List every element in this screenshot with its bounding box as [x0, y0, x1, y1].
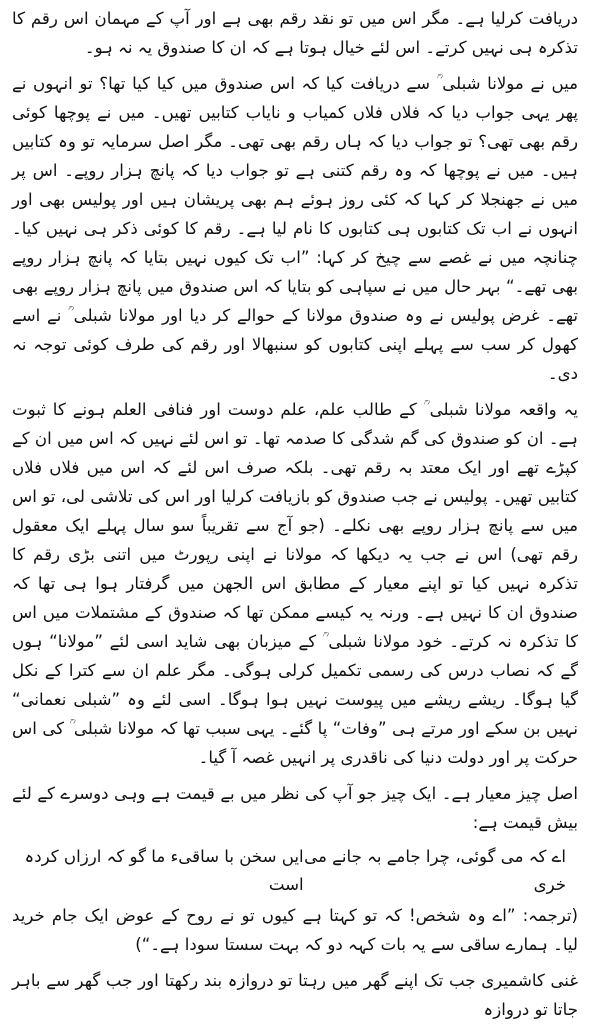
- paragraph-4: اصل چیز معیار ہے۔ ایک چیز جو آپ کی نظر میں بے قیمت ہے وہی دوسرے کے لئے بیش قیمت ہے:: [12, 784, 578, 832]
- paragraph-1: دریافت کرلیا ہے۔ مگر اس میں تو نقد رقم بھی ہے اور آپ کے مہمان اس رقم کا تذکرہ ہی نہیں کرتے۔ اس لئے خیال ہوتا ہے کہ ان کا صندوق یہ نہ ہو۔: [12, 9, 578, 57]
- verse-hemistich-1: اے کہ می گوئی، چرا جامے بہ جانے می خری: [304, 847, 566, 894]
- paragraph-3: یہ واقعہ مولانا شبلی ؒ کے طالب علم، علم دوست اور فنافی العلم ہونے کا ثبوت ہے۔ ان کو صندوق کی گم شدگی کا صدمہ تھا۔ تو اس لئے نہیں کہ اس میں ان کے کپڑے تھے اور ایک معتد بہ رقم تھی۔ بلکہ صرف اس لئے کہ اس میں فلاں فلاں کتابیں تھیں۔ پولیس نے جب صندوق کو بازیافت کرلیا اور اس کی تلاشی لی، تو اس میں سے پانچ ہزار روپے بھی نکلے۔ (جو آج سے تقریباً سو سال پہلے ایک معقول رقم تھی) اس نے جب یہ دیکھا کہ مولانا نے اپنی رپورٹ میں اتنی بڑی رقم کا تذکرہ نہیں کیا تو اپنے معیار کے مطابق اس الجھن میں گرفتار ہوا ہی تھا کہ صندوق ان کا نہیں ہے۔ ورنہ یہ کیسے ممکن تھا کہ صندوق کے مشتملات میں اس کا تذکرہ نہ کرتے۔ خود مولانا شبلی ؒ کے میزبان بھی شاید اسی لئے ”مولانا“ ہوں گے کہ نصاب درس کی رسمی تکمیل کرلی ہوگی۔ مگر علم ان سے کترا کے نکل گیا ہوگا۔ ریشے ریشے میں پیوست نہیں ہوا ہوگا۔ اسی لئے وہ ”شبلی نعمانی“ نہیں بن سکے اور مرتے ہی ”وفات“ پا گئے۔ یہی سبب تھا کہ مولانا شبلی ؒ کی اس حرکت پر اور دولت دنیا کی ناقدری پر انہیں غصہ آ گیا۔: [12, 400, 578, 767]
- closing-paragraph: غنی کاشمیری جب تک اپنے گھر میں رہتا تو دروازہ بند رکھتا اور جب گھر سے باہر جاتا تو دروازہ: [12, 971, 578, 1019]
- verse-translation: (ترجمہ: ”اے وہ شخص! کہ تو کہتا ہے کیوں تو نے روح کے عوض ایک جام خرید لیا۔ ہمارے ساقی سے یہ بات کہہ دو کہ بہت سستا سودا ہے۔“): [12, 906, 578, 954]
- persian-verse: [12, 843, 578, 899]
- verse-hemistich-2: ایں سخن با ساقیء ما گو کہ ارزاں کردہ است: [24, 847, 304, 894]
- paragraph-2: میں نے مولانا شبلی ؒ سے دریافت کیا کہ اس صندوق میں کیا کیا تھا؟ تو انہوں نے پھر یہی جواب دیا کہ فلاں فلاں کمیاب و نایاب کتابیں تھیں۔ میں نے پوچھا کوئی رقم بھی تھی؟ تو جواب دیا کہ ہاں رقم بھی تھی۔ مگر اصل سرمایہ تو وہ کتابیں ہیں۔ میں نے پوچھا کہ وہ رقم کتنی ہے تو جواب دیا کہ پانچ ہزار روپے۔ اس پر میں نے جھنجلا کر کہا کہ کئی روز ہوئے ہم بھی پریشان ہیں اور پولیس بھی اور انہوں نے اب تک کتابوں ہی کتابوں کا نام لیا ہے۔ رقم کا کوئی ذکر ہی نہیں کیا۔ چنانچہ میں نے غصے سے چیخ کر کہا: ”اب تک کیوں نہیں بتایا کہ پانچ ہزار روپے بھی تھے۔“ بہر حال میں نے سپاہی کو بتایا کہ اس صندوق میں پانچ ہزار روپے بھی تھے۔ غرض پولیس نے وہ صندوق مولانا کے حوالے کر دیا اور مولانا شبلی ؒ نے اسے کھول کر سب سے پہلے اپنی کتابوں کو سنبھالا اور رقم کی طرف کوئی توجہ نہ دی۔: [12, 74, 578, 383]
